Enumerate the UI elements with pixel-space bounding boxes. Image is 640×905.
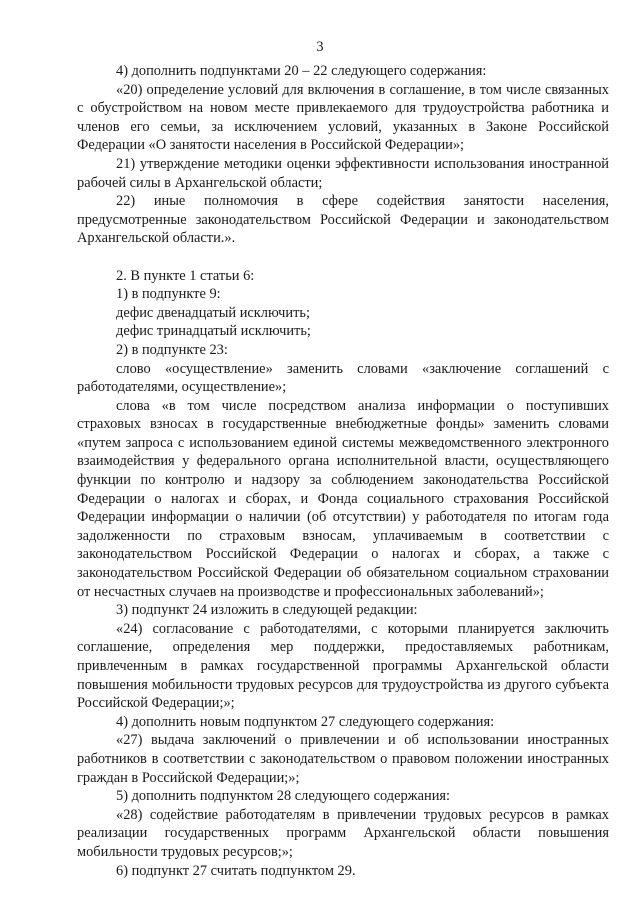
page-number: 3 — [316, 39, 324, 55]
paragraph-item-5: 5) дополнить подпунктом 28 следующего содержания: — [116, 788, 451, 805]
paragraph-replace-words: слова «в том числе посредством анализа информации о поступивших страховых взносах в государственные внебюджетные фонды» заменить словами «путем запроса с использованием единой системы межведомственного электронного взаимодействия у федерального органа исполнительной власти, осуществляющего функции по контролю и надзору за соблюдением законодательства Российской Федерации о налогах и сборах, и Фонда социального страхования Российской Федерации информации о наличии (об отсутствии) у работодателя по итогам года задолженности по страховым взносам, уплачиваемым в соответствии с законодательством Российской Федерации о налогах и сборах, а также с законодательством Российской Федерации об обязательном социальном страховании от несчастных случаев на производстве и профессиональных заболеваний»; — [77, 397, 609, 600]
paragraph-item-4: 4) дополнить новым подпунктом 27 следующего содержания: — [116, 713, 495, 730]
paragraph-subitem-22: 22) иные полномочия в сфере содействия занятости населения, предусмотренные законодательством Российской Федерации и законодательством Архангельской области.». — [77, 193, 609, 247]
paragraph-item-3: 3) подпункт 24 изложить в следующей редакции: — [116, 602, 418, 619]
paragraph-subitem-24: «24) согласование с работодателями, с которыми планируется заключить соглашение, определения мер поддержки, предоставляемых работникам, привлеченным в рамках государственной программы Архангельской области повышения мобильности трудовых ресурсов для трудоустройства из другого субъекта Российской Федерации;»; — [77, 620, 609, 712]
paragraph-item-2: 2) в подпункте 23: — [116, 341, 228, 358]
paragraph-subitem-20: «20) определение условий для включения в соглашение, в том числе связанных с обустройством на новом месте привлекаемого для трудоустройства работника и членов его семьи, за исключением условий, указанных в Законе Российской Федерации «О занятости населения в Российской Федерации»; — [77, 81, 609, 154]
paragraph-section-2: 2. В пункте 1 статьи 6: — [116, 267, 255, 284]
paragraph-subitem-28: «28) содействие работодателям в привлечении трудовых ресурсов в рамках реализации государственных программ Архангельской области повышения мобильности трудовых ресурсов;»; — [77, 806, 609, 860]
paragraph-item-6: 6) подпункт 27 считать подпунктом 29. — [116, 862, 356, 879]
paragraph-item-1: 1) в подпункте 9: — [116, 286, 221, 303]
paragraph-dash-12: дефис двенадцатый исключить; — [116, 304, 310, 321]
paragraph-replace-word: слово «осуществление» заменить словами «заключение соглашений с работодателями, осуществление»; — [77, 360, 609, 396]
document-body — [77, 62, 609, 880]
paragraph-subitem-27: «27) выдача заключений о привлечении и об использовании иностранных работников в соответствии с законодательством о правовом положении иностранных граждан в Российской Федерации;»; — [77, 732, 609, 786]
paragraph-spacer — [77, 248, 609, 267]
paragraph-subitem-21: 21) утверждение методики оценки эффективности использования иностранной рабочей силы в Архангельской области; — [77, 155, 609, 191]
paragraph-dash-13: дефис тринадцатый исключить; — [116, 323, 311, 340]
paragraph-amend-4: 4) дополнить подпунктами 20 – 22 следующего содержания: — [116, 63, 487, 79]
